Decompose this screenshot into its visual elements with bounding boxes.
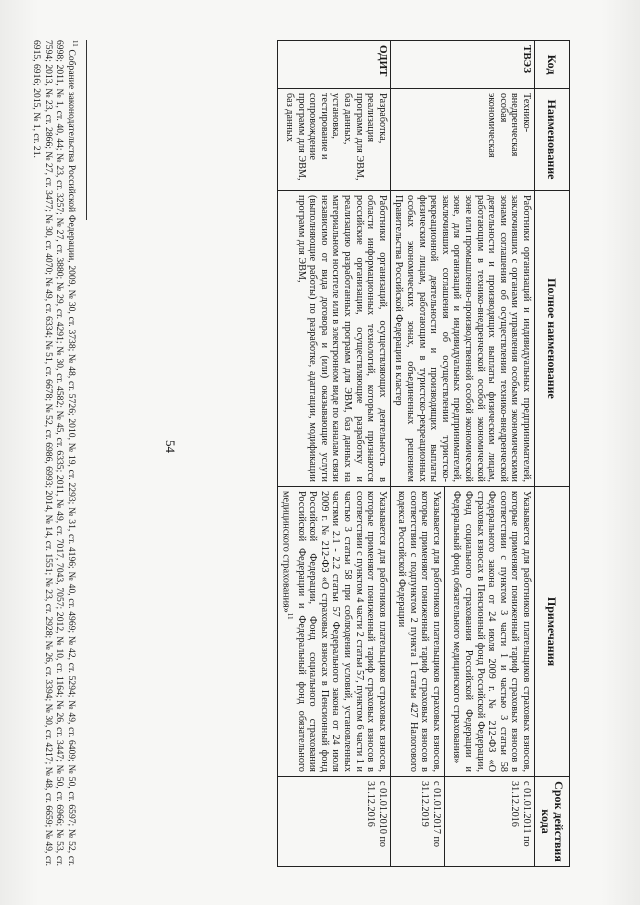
row-notes-odit — [278, 487, 391, 777]
row-name-tvez: Технико-внедренческая особая экономическая — [390, 89, 534, 191]
row-full-name-odit: Работники организаций, осуществляющих деятельность в области информационных технологий, которым признаются российские организации, осуществляющие разработку и реализацию разработанных программ для ЭВМ, баз данных на материальном носителе или в электронном виде по каналам связи независимо от вида договора и (или) оказывающие услуги (выполняющие работы) по разработке, адаптации, модификации программ для ЭВМ, — [278, 191, 391, 487]
row-validity-tvez-1: с 01.01.2011 по 31.12.2016 — [444, 777, 534, 867]
footnote-divider — [86, 40, 87, 220]
row-full-name-tvez: Работники организаций и индивидуальных предпринимателей, заключивших с органами управления особыми экономическими зонами соглашения об осуществлении технико-внедренческой деятельности и производящих выплаты физическим лицам, работающим в технико-внедренческой особой экономической зоне или промышленно-производственной особой экономической зоне, для организаций и индивидуальных предпринимателей, заключивших соглашения об осуществлении туристско-рекреационной деятельности и производящих выплаты физическим лицам, работающим в туристско-рекреационных особых экономических зонах, объединенных решением Правительства Российской Федерации в кластер — [390, 191, 534, 487]
table-row — [278, 41, 391, 867]
page-number: 54 — [163, 440, 178, 453]
table-row — [444, 41, 534, 867]
header-full-name: Полное наименование — [535, 191, 570, 487]
footnote — [31, 40, 80, 866]
header-validity: Срок действия кода — [535, 777, 570, 867]
header-name: Наименование — [535, 89, 570, 191]
row-notes-tvez-1: Указывается для работников плательщиков страховых взносов, которые применяют пониженный тариф страховых взносов в соответствии с пунктом 3 части 1 и частью 3 статьи 58 Федерального закона от 24 июля 2009 г. № 212-ФЗ «О страховых взносах в Пенсионный фонд Российской Федерации, Фонд социального страхования Российской Федерации и Федеральный фонд обязательного медицинского страхования» — [444, 487, 534, 777]
row-notes-tvez-2: Указывается для работников плательщиков страховых взносов, которые применяют пониженный тариф страховых взносов в соответствии с подпунктом 2 пункта 1 статьи 427 Налогового кодекса Российской Федерации — [390, 487, 444, 777]
row-validity-tvez-2: с 01.01.2017 по 31.12.2019 — [390, 777, 444, 867]
row-validity-odit: с 01.01.2010 по 31.12.2016 — [278, 777, 391, 867]
codes-table — [277, 40, 570, 867]
row-code-tvez: ТВЭЗ — [390, 41, 534, 89]
row-notes-odit-text: Указывается для работников плательщиков страховых взносов, которые применяют пониженный тариф страховых взносов в соответствии с пунктом 4 части 2 статьи 57, пунктом 6 части 1 и частью 3 статьи 58 при соблюдении условий, установленных частями 2.1 - 2.2 статьи 57 Федерального закона от 24 июля 2009 г. № 212-ФЗ «О страховых взносах в Пенсионный фонд Российской Федерации, Фонд социального страхования Российской Федерации и Федеральный фонд обязательного медицинского страхования» — [280, 491, 388, 772]
table-header-row — [535, 41, 570, 867]
footnote-text: Собрание законодательства Российской Федерации, 2009, № 30, ст. 3738; № 48, ст. 5726; 2010, № 19, ст. 2293; № 31, ст. 4196; № 40, ст. 4969; № 42, ст. 5294; № 49, ст. 6409; № 50, ст. 6597; № 52, ст. 6998; 2011, № 1, ст. 40, 44; № 23, ст. 3257; № 27, ст. 3880; № 29, ст. 4291; № 30, ст. 4582; № 45, ст. 6335; 2011, № 49, ст. 7017, 7043, 7057; 2012, № 10, ст. 1164; № 26, ст. 3447; № 50, ст. 6966; № 53, ст. 7594; 2013, № 23, ст. 2866; № 27, ст. 3477; № 30, ст. 4070; № 49, ст. 6334; № 51, ст. 6678; № 52, ст. 6986, 6993; 2014, № 14, ст. 1551; № 23, ст. 2928; № 26, ст. 3394; № 30, ст. 4217; № 48, ст. 6659; № 49, ст. 6915, 6916; 2015, № 1, ст. 21. — [31, 40, 77, 866]
footnote-reference: 11 — [286, 612, 295, 620]
header-code: Код — [535, 41, 570, 89]
header-notes: Примечания — [535, 487, 570, 777]
footnote-mark: 11 — [71, 40, 79, 47]
row-name-odit: Разработка, реализация программ для ЭВМ, баз данных, установка, тестирование и сопровождение программ для ЭВМ, баз данных — [278, 89, 391, 191]
row-code-odit: ОДИТ — [278, 41, 391, 89]
